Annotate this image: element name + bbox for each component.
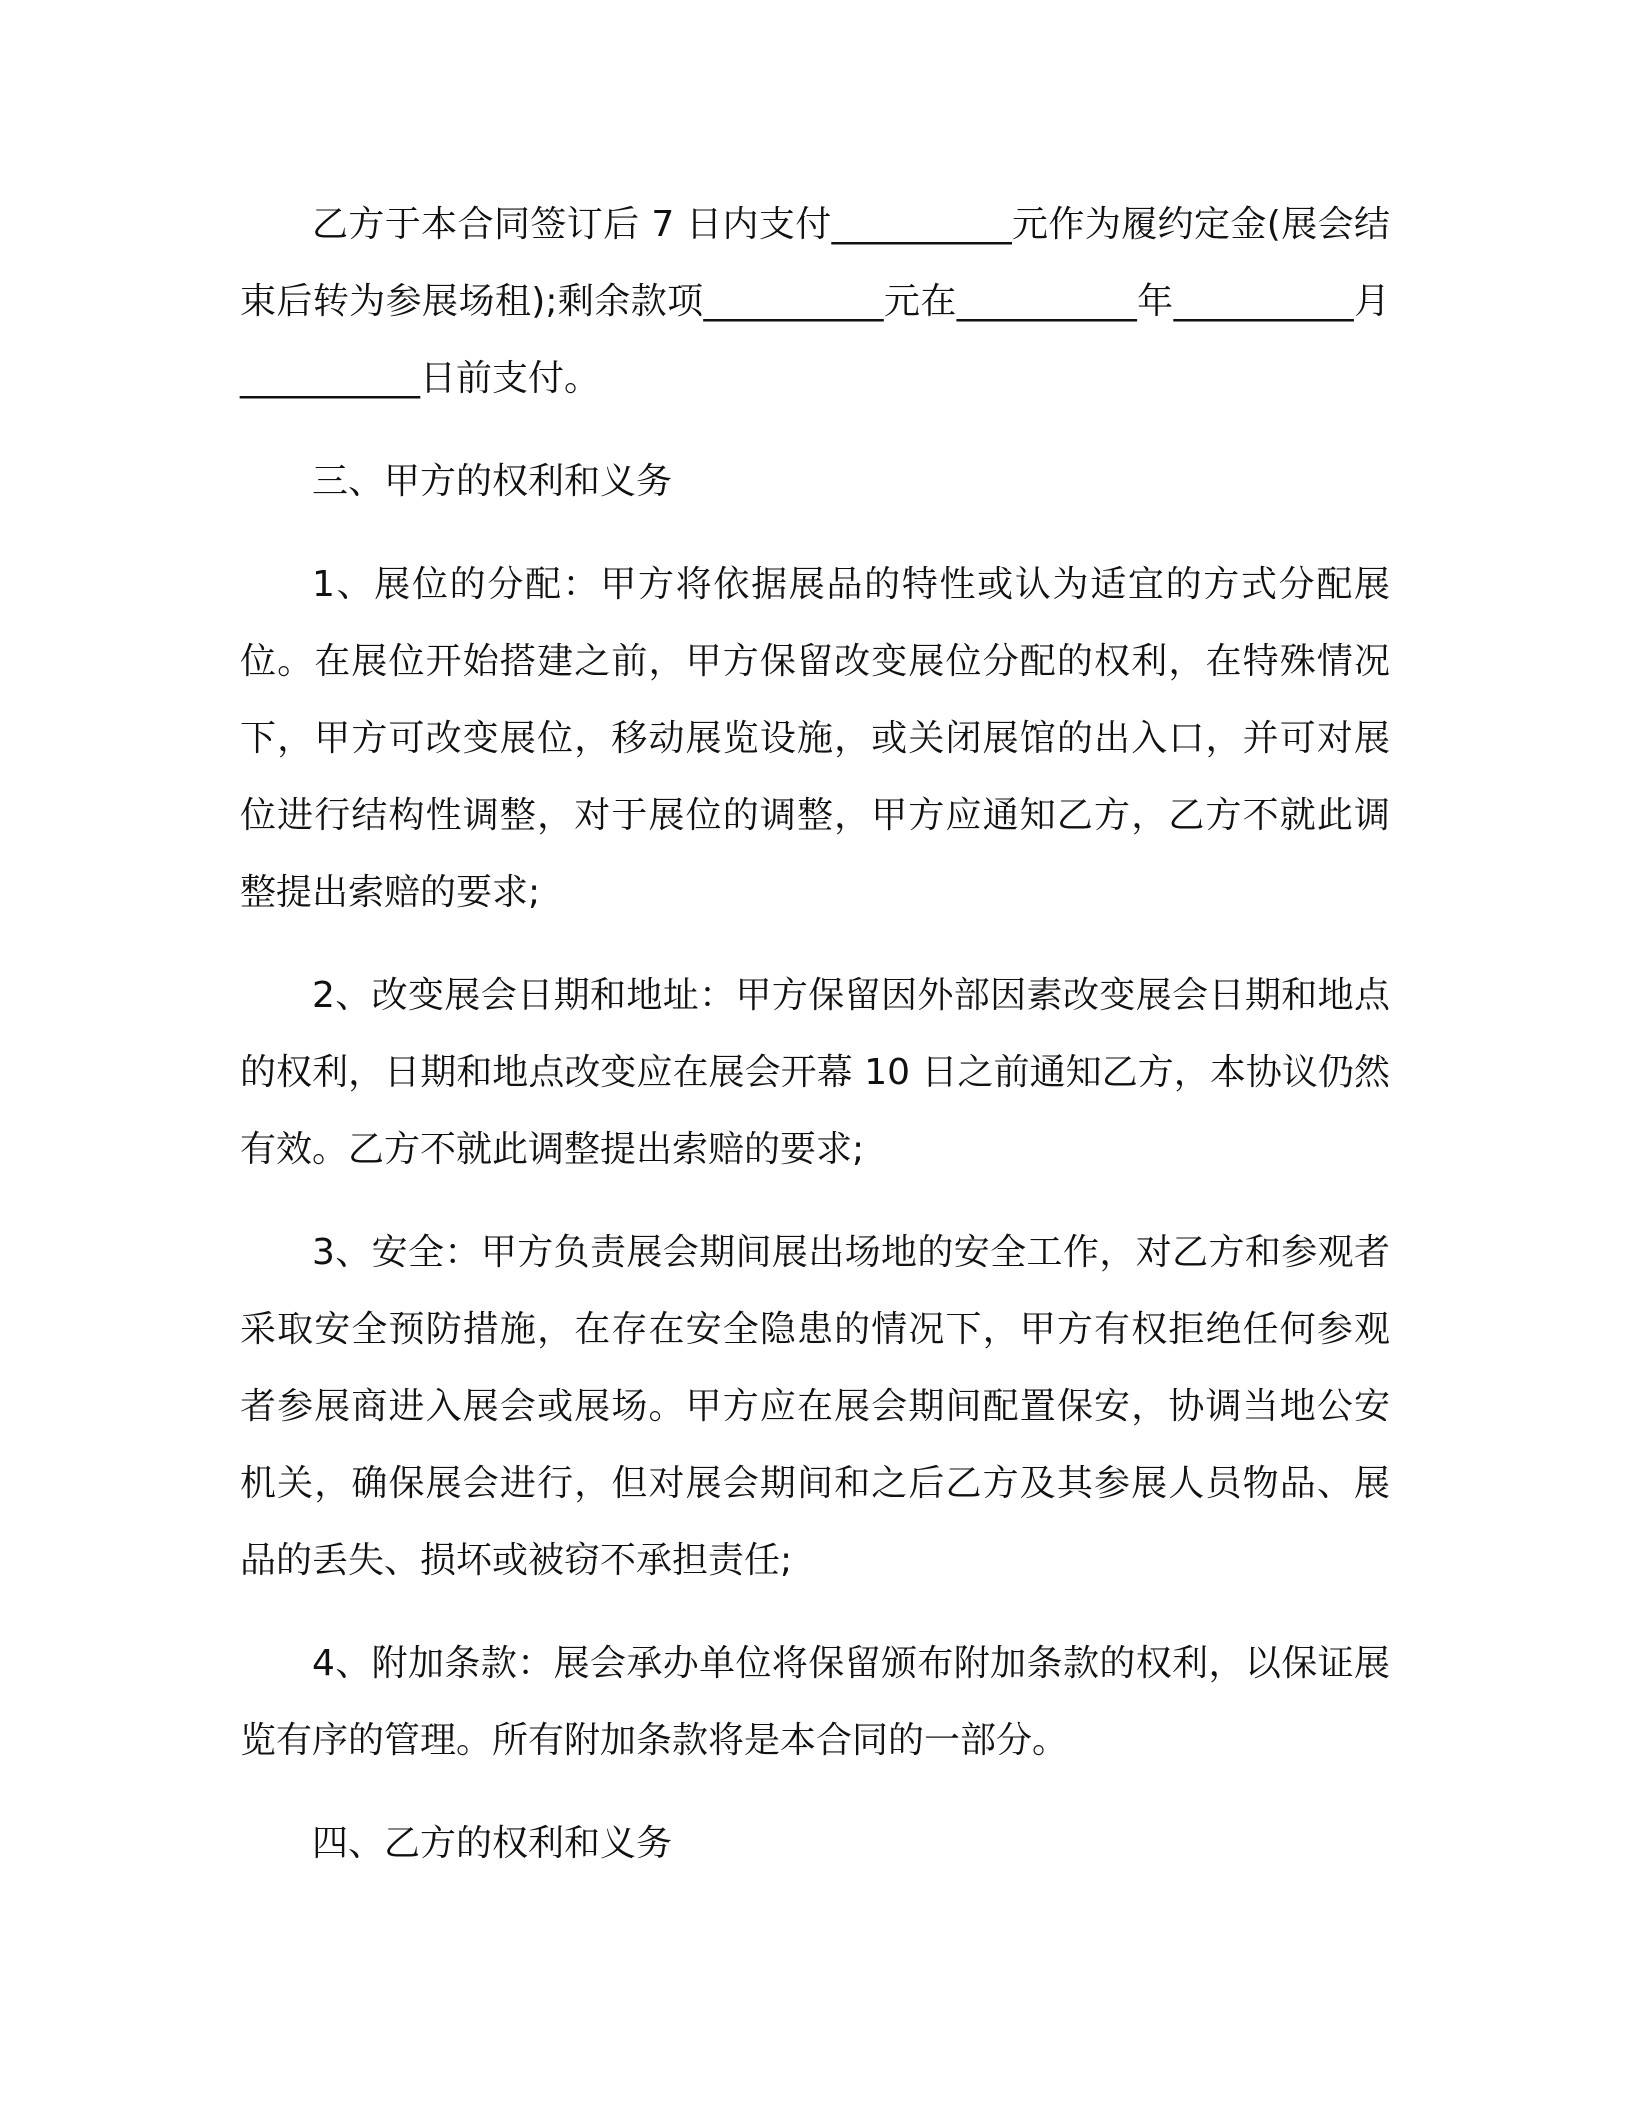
payment-terms-paragraph: 乙方于本合同签订后 7 日内支付__________元作为履约定金(展会结束后转为参展场租);剩余款项__________元在__________年__________月__________日前支付。 xyxy=(240,204,1390,399)
clause-date-location-change: 2、改变展会日期和地址：甲方保留因外部因素改变展会日期和地点的权利，日期和地点改变应在展会开幕 10 日之前通知乙方，本协议仍然有效。乙方不就此调整提出索赔的要求; xyxy=(240,975,1390,1170)
clause-additional-terms: 4、附加条款：展会承办单位将保留颁布附加条款的权利，以保证展览有序的管理。所有附加条款将是本合同的一部分。 xyxy=(240,1643,1390,1761)
section-heading-party-b: 四、乙方的权利和义务 xyxy=(312,1823,673,1864)
clause-security: 3、安全：甲方负责展会期间展出场地的安全工作，对乙方和参观者采取安全预防措施，在存在安全隐患的情况下，甲方有权拒绝任何参观者参展商进入展会或展场。甲方应在展会期间配置保安，协调当地公安机关，确保展会进行，但对展会期间和之后乙方及其参展人员物品、展品的丢失、损坏或被窃不承担责任; xyxy=(240,1232,1390,1581)
clause-booth-allocation: 1、展位的分配：甲方将依据展品的特性或认为适宜的方式分配展位。在展位开始搭建之前，甲方保留改变展位分配的权利，在特殊情况下，甲方可改变展位，移动展览设施，或关闭展馆的出入口，并可对展位进行结构性调整，对于展位的调整，甲方应通知乙方，乙方不就此调整提出索赔的要求; xyxy=(240,564,1390,913)
section-heading-party-a: 三、甲方的权利和义务 xyxy=(312,461,673,502)
document-body xyxy=(240,186,1390,1882)
